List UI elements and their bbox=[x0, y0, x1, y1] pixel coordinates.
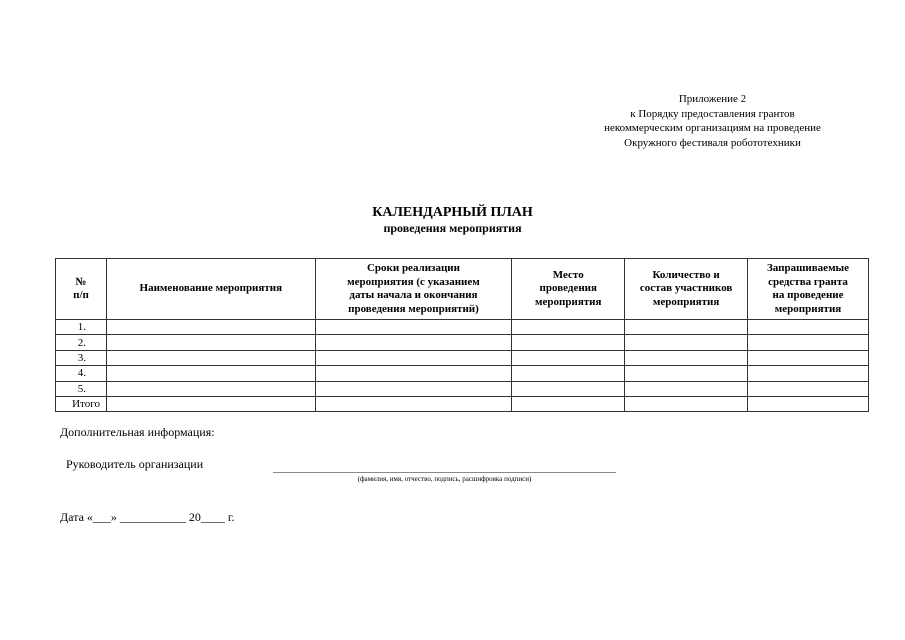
header-text: Запрашиваемые bbox=[767, 262, 850, 274]
cell-requested-funds[interactable] bbox=[748, 366, 869, 381]
cell-requested-funds[interactable] bbox=[748, 335, 869, 350]
row-number: 2. bbox=[56, 335, 107, 350]
table-total-row bbox=[56, 396, 869, 411]
cell-total-event-name[interactable] bbox=[106, 396, 315, 411]
header-text: № bbox=[75, 275, 87, 288]
header-text: проведения bbox=[539, 282, 597, 295]
total-label: Итого bbox=[56, 396, 107, 411]
header-text: Сроки реализации bbox=[366, 262, 460, 274]
cell-participants[interactable] bbox=[625, 381, 748, 396]
cell-total-dates[interactable] bbox=[315, 396, 512, 411]
header-text: мероприятия (с указанием bbox=[347, 275, 480, 288]
cell-place[interactable] bbox=[512, 335, 625, 350]
cell-event-name[interactable] bbox=[106, 335, 315, 350]
cell-place[interactable] bbox=[512, 350, 625, 365]
row-number: 5. bbox=[56, 381, 107, 396]
document-title bbox=[0, 204, 905, 236]
header-participants bbox=[625, 259, 748, 320]
cell-total-place[interactable] bbox=[512, 396, 625, 411]
appendix-line: к Порядку предоставления грантов bbox=[630, 107, 795, 120]
table-row bbox=[56, 320, 869, 335]
cell-dates[interactable] bbox=[315, 366, 512, 381]
calendar-plan-table bbox=[55, 258, 869, 412]
cell-participants[interactable] bbox=[625, 350, 748, 365]
cell-place[interactable] bbox=[512, 320, 625, 335]
cell-participants[interactable] bbox=[625, 366, 748, 381]
cell-dates[interactable] bbox=[315, 320, 512, 335]
row-number: 1. bbox=[56, 320, 107, 335]
cell-place[interactable] bbox=[512, 366, 625, 381]
cell-participants[interactable] bbox=[625, 320, 748, 335]
signature-caption: (фамилия, имя, отчество, подпись, расшифровка подписи) bbox=[357, 475, 532, 483]
cell-event-name[interactable] bbox=[106, 350, 315, 365]
cell-requested-funds[interactable] bbox=[748, 381, 869, 396]
header-text: п/п bbox=[73, 289, 89, 301]
cell-event-name[interactable] bbox=[106, 320, 315, 335]
header-text: проведения мероприятий) bbox=[348, 302, 479, 315]
cell-requested-funds[interactable] bbox=[748, 350, 869, 365]
header-place bbox=[512, 259, 625, 320]
appendix-line: Приложение 2 bbox=[678, 93, 747, 105]
additional-info-label: Дополнительная информация: bbox=[60, 425, 215, 439]
header-text: Количество и bbox=[652, 268, 720, 281]
cell-event-name[interactable] bbox=[106, 381, 315, 396]
header-event-name bbox=[106, 259, 315, 320]
header-text: Наименование мероприятия bbox=[139, 282, 283, 295]
cell-total-requested-funds[interactable] bbox=[748, 396, 869, 411]
appendix-header bbox=[560, 92, 865, 150]
table-row bbox=[56, 366, 869, 381]
header-text: состав участников bbox=[639, 282, 733, 295]
cell-total-participants[interactable] bbox=[625, 396, 748, 411]
cell-dates[interactable] bbox=[315, 350, 512, 365]
header-number bbox=[56, 259, 107, 320]
cell-requested-funds[interactable] bbox=[748, 320, 869, 335]
table-row bbox=[56, 381, 869, 396]
header-text: Место bbox=[552, 268, 584, 281]
header-requested-funds bbox=[748, 259, 869, 320]
signature-line[interactable] bbox=[273, 472, 616, 473]
cell-event-name[interactable] bbox=[106, 366, 315, 381]
appendix-line: Окружного фестиваля робототехники bbox=[624, 136, 801, 149]
cell-dates[interactable] bbox=[315, 335, 512, 350]
header-text: на проведение bbox=[772, 289, 844, 301]
cell-dates[interactable] bbox=[315, 381, 512, 396]
header-text: мероприятия bbox=[535, 295, 602, 308]
cell-participants[interactable] bbox=[625, 335, 748, 350]
appendix-line: некоммерческим организациям на проведение bbox=[604, 122, 821, 134]
cell-place[interactable] bbox=[512, 381, 625, 396]
title-sub: проведения мероприятия bbox=[383, 221, 522, 235]
date-field: Дата «___» ___________ 20____ г. bbox=[60, 510, 235, 524]
header-text: мероприятия bbox=[652, 295, 720, 308]
header-dates bbox=[315, 259, 512, 320]
header-text: мероприятия bbox=[774, 302, 842, 315]
table-row bbox=[56, 350, 869, 365]
organization-head-label: Руководитель организации bbox=[66, 457, 204, 471]
title-main: КАЛЕНДАРНЫЙ ПЛАН bbox=[372, 205, 533, 220]
header-text: даты начала и окончания bbox=[349, 289, 478, 301]
table-header-row bbox=[56, 259, 869, 320]
row-number: 4. bbox=[56, 366, 107, 381]
header-text: средства гранта bbox=[768, 275, 848, 288]
table-row bbox=[56, 335, 869, 350]
row-number: 3. bbox=[56, 350, 107, 365]
